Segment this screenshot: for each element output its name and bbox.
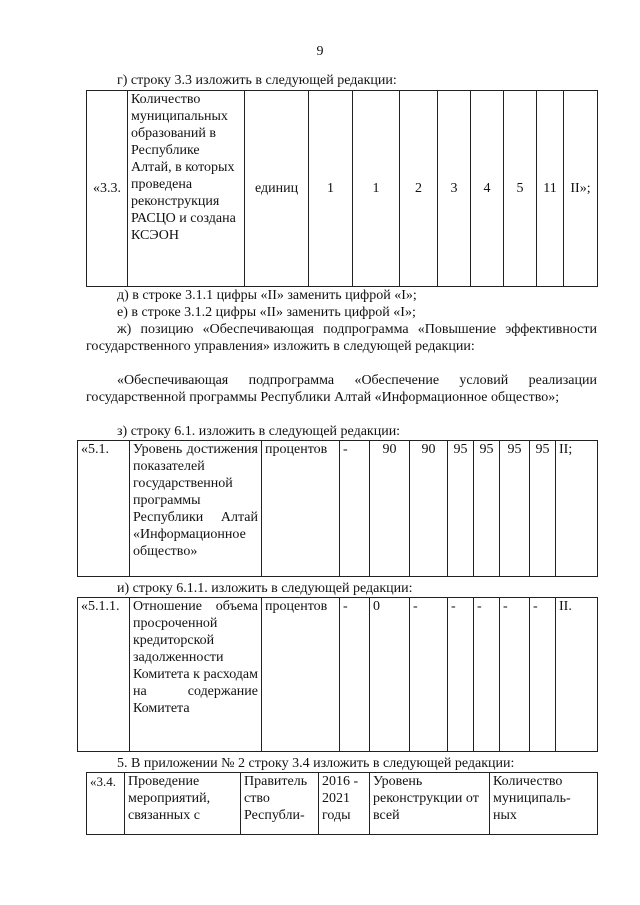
cell-period: 2016 - 2021 годы: [319, 773, 370, 835]
paragraph-quote: «Обеспечивающая подпрограмма «Обеспечение условий реализации государственной программы Республики Алтай «Информационное общество»;: [86, 373, 597, 405]
cell-value: -: [474, 598, 500, 752]
cell-value: 3: [438, 91, 471, 287]
paragraph-g: г) строку 3.3 изложить в следующей редакции:: [117, 73, 397, 88]
cell-unit: процентов: [262, 598, 340, 752]
paragraph-d: д) в строке 3.1.1 цифры «II» заменить цифрой «I»;: [117, 288, 417, 303]
cell-description: Уровень достижения показателей государственной программы Республики Алтай «Информационное общество»: [130, 441, 262, 577]
cell-value: 95: [530, 441, 556, 577]
cell-value: 95: [474, 441, 500, 577]
cell-unit: единиц: [245, 91, 309, 287]
page-number: 9: [316, 44, 324, 59]
paragraph-i: и) строку 6.1.1. изложить в следующей редакции:: [117, 581, 413, 596]
cell-value: -: [340, 598, 370, 752]
table-row-3-4: [86, 772, 598, 835]
paragraph-zh: ж) позицию «Обеспечивающая подпрограмма «Повышение эффективности государственного управления» изложить в следующей редакции:: [86, 322, 597, 354]
cell-executor: Правитель ство Республи-: [241, 773, 319, 835]
table-row-5-1: [77, 440, 598, 577]
cell-value: 11: [537, 91, 564, 287]
cell-value: 0: [370, 598, 410, 752]
cell-number: «3.3.: [87, 91, 128, 287]
table-row-3-3: [86, 90, 598, 287]
cell-description: Количество муниципальных образований в Республике Алтай, в которых проведена реконструкция РАСЦО и создана КСЭОН: [128, 91, 245, 287]
cell-end: II;: [556, 441, 598, 577]
cell-end: II.: [556, 598, 598, 752]
cell-unit: процентов: [262, 441, 340, 577]
cell-value: 1: [309, 91, 353, 287]
cell-result: Уровень реконструкции от всей: [370, 773, 490, 835]
cell-number: «5.1.1.: [78, 598, 130, 752]
cell-value: -: [530, 598, 556, 752]
cell-value: 90: [370, 441, 410, 577]
cell-number: «5.1.: [78, 441, 130, 577]
cell-number: «3.4.: [87, 773, 125, 835]
cell-value: 5: [504, 91, 537, 287]
cell-value: -: [500, 598, 530, 752]
cell-value: 90: [410, 441, 448, 577]
table-row-5-1-1: [77, 597, 598, 752]
cell-value: 2: [400, 91, 438, 287]
cell-value: -: [340, 441, 370, 577]
cell-value: 95: [500, 441, 530, 577]
cell-value: -: [448, 598, 474, 752]
cell-end: II»;: [564, 91, 598, 287]
cell-value: 1: [353, 91, 400, 287]
cell-description: Проведение мероприятий, связанных с: [125, 773, 241, 835]
paragraph-e: е) в строке 3.1.2 цифры «II» заменить цифрой «I»;: [117, 305, 416, 320]
cell-description: Отношение объема просроченной кредиторской задолженности Комитета к расходам на содержание Комитета: [130, 598, 262, 752]
paragraph-5: 5. В приложении № 2 строку 3.4 изложить в следующей редакции:: [117, 756, 515, 771]
cell-value: 95: [448, 441, 474, 577]
cell-indicator: Количество муниципаль- ных: [490, 773, 598, 835]
cell-value: -: [410, 598, 448, 752]
paragraph-z: з) строку 6.1. изложить в следующей редакции:: [117, 424, 401, 439]
cell-value: 4: [471, 91, 504, 287]
